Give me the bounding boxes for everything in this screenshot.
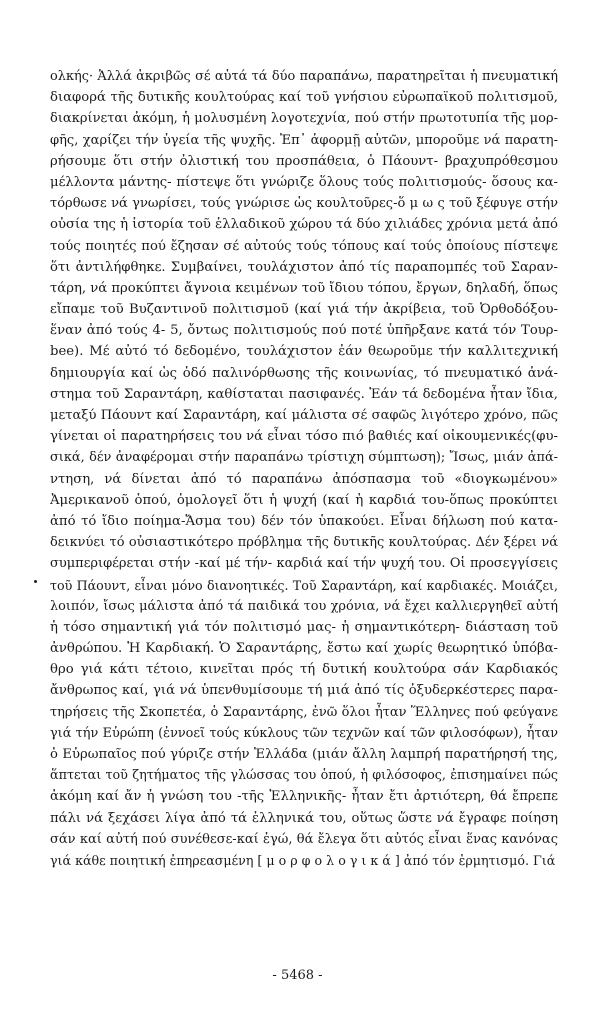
text-line: οὐσία της ἡ ἱστορία τοῦ ἑλλαδικοῦ χώρου τά δύο χιλιάδες χρόνια μετά ἀπό <box>50 217 558 233</box>
text-line: bee). Μέ αὐτό τό δεδομένο, τουλάχιστον ἐάν θεωροῦμε τήν καλλιτεχνική <box>50 344 558 360</box>
text-line: σάν καί αὐτή πού συνέθεσε-καί ἐγώ, θά ἔλεγα ὅτι αὐτός εἶναι ἕνας κανόνας <box>50 831 558 847</box>
text-line: τοῦ Πάουντ, εἶναι μόνο διανοητικές. Τοῦ Σαραντάρη, καί καρδιακές. Μοιάζει, <box>50 577 558 593</box>
text-line: φῆς, χαρίζει τήν ὑγεία τῆς ψυχῆς. Ἐπ᾽ ἀφορμῇ αὐτῶν, μποροῦμε νά παρατη- <box>50 132 558 148</box>
text-line: τηρήσεις τῆς Σκοπετέα, ὁ Σαραντάρης, ἐνῶ ὅλοι ἦταν Ἕλληνες πού φεύγανε <box>50 704 558 720</box>
text-line: ἀκόμη καί ἄν ἡ γνώση του -τῆς Ἑλληνικῆς- ἦταν ἔτι ἀρτιότερη, θά ἔπρεπε <box>50 789 558 805</box>
text-line: πάλι νά ξεχάσει λίγα ἀπό τά ἑλληνικά του, οὕτως ὥστε νά ἔγραφε ποίηση <box>50 810 558 826</box>
text-line: μέλλοντα μάντης- πίστεψε ὅτι γνώριζε ὅλους τούς πολιτισμούς- ὅσους κα- <box>50 174 558 190</box>
text-line: διαφορά τῆς δυτικῆς κουλτούρας καί τοῦ γνήσιου εὐρωπαϊκοῦ πολιτισμοῦ, <box>50 90 558 106</box>
text-line: τούς ποιητές πού ἔζησαν σέ αὐτούς τούς τόπους καί τούς ὁποίους πίστεψε <box>50 238 558 254</box>
text-line: στημα τοῦ Σαραντάρη, καθίσταται πασιφανές. Ἐάν τά δεδομένα ἦταν ἴδια, <box>50 386 558 402</box>
text-line: ἅπτεται τοῦ ζητήματος τῆς γλώσσας του ὁπού, ἡ φιλόσοφος, ἐπισημαίνει πώς <box>50 768 558 784</box>
text-line: θρο γιά κάτι τέτοιο, κινεῖται πρός τή δυτική κουλτούρα σάν Καρδιακός <box>50 662 558 678</box>
text-line: λοιπόν, ἴσως μάλιστα ἀπό τά παιδικά του χρόνια, νά ἔχει καλλιεργηθεῖ αὐτή <box>50 598 558 614</box>
text-line: γιά κάθε ποιητική ἐπηρεασμένη [ μ ο ρ φ ο λ ο γ ι κ ά ] ἀπό τόν ἑρμητισμό. Γιά <box>50 852 556 868</box>
text-line: ολκής· Ἀλλά ἀκριβῶς σέ αὐτά τά δύο παραπάνω, παρατηρεῖται ἡ πνευματική <box>50 69 558 84</box>
text-line: ἡ τόσο σημαντική γιά τόν πολιτισμό μας- ἡ σημαντικότερη- διάσταση τοῦ <box>50 619 558 635</box>
page-number: - 5468 - <box>272 968 323 983</box>
text-line: μεταξύ Πάουντ καί Σαραντάρη, καί μάλιστα σέ σαφῶς λιγότερο χρόνο, πῶς <box>50 408 558 423</box>
text-line: Ἀμερικανοῦ ὁπού, ὁμολογεῖ ὅτι ἡ ψυχή (καί ἡ καρδιά του-ὅπως προκύπτει <box>50 492 558 508</box>
text-line: διακρίνεται ἀκόμη, ἡ μολυσμένη λογοτεχνία, πού στήν πρωτοτυπία τῆς μορ- <box>50 111 558 127</box>
text-line: εἴπαμε τοῦ Βυζαντινοῦ πολιτισμοῦ (καί γιά τήν ἀκρίβεια, τοῦ Ὀρθοδόξου- <box>50 302 558 318</box>
text-line: δημιουργία καί ὡς ὁδό παλινόρθωσης τῆς κοινωνίας, τό πνευματικό ἀνά- <box>50 365 558 381</box>
text-line: ἕναν ἀπό τούς 4- 5, ὄντως πολιτισμούς πού ποτέ ὑπῆρξανε κατά τόν Τουρ- <box>50 323 558 339</box>
text-line: ὁ Εὐρωπαῖος πού γύριζε στήν Ἑλλάδα (μιάν ἄλλη λαμπρή παρατήρησή της, <box>50 747 558 762</box>
text-line: δεικνύει τό οὐσιαστικότερο πρόβλημα τῆς δυτικῆς κουλτούρας. Δέν ξέρει νά <box>50 535 558 551</box>
text-line: τάρη, νά προκύπτει ἄγνοια κειμένων τοῦ ἴδιου τόπου, ἔργων, δηλαδή, ὅπως <box>50 280 558 296</box>
text-line: ἀνθρώπου. Ἡ Καρδιακή. Ὁ Σαραντάρης, ἔστω καί χωρίς θεωρητικό ὑπόβα- <box>50 641 558 657</box>
text-line: ἄνθρωπος καί, γιά νά ὑπενθυμίσουμε τή μιά ἀπό τίς ὀξυδερκέστερες παρα- <box>50 683 558 699</box>
text-line: ρήσουμε ὅτι στήν ὀλιστική του προσπάθεια, ὁ Πάουντ- βραχυπρόθεσμου <box>50 153 558 169</box>
text-line: ντηση, νά δίνεται ἀπό τό παραπάνω ἀπόσπασμα τοῦ «διογκωμένου» <box>50 471 558 487</box>
body-text <box>50 66 558 871</box>
text-line: συμπεριφέρεται στήν -καί μέ τήν- καρδιά καί τήν ψυχή του. Οἱ προσεγγίσεις <box>50 556 558 572</box>
text-line: τόρθωσε νά γνωρίσει, τούς γνώρισε ὡς κουλτοῦρες-ὅ μ ω ς τοῦ ξέφυγε στήν <box>50 196 558 212</box>
text-line: σικά, δέν ἀναφέρομαι στήν παραπάνω τρίστιχη σύμπτωση); Ἴσως, μιάν ἀπά- <box>50 450 558 466</box>
text-line: γίνεται οἱ παρατηρήσεις του νά εἶναι τόσο πιό βαθιές καί οἰκουμενικές(φυ- <box>50 429 558 445</box>
margin-dot <box>34 580 37 583</box>
text-line: γιά τήν Εὐρώπη (ἐννοεῖ τούς κύκλους τῶν τεχνῶν καί τῶν φιλοσόφων), ἦταν <box>50 725 558 741</box>
text-line: ἀπό τό ἴδιο ποίημα-Ἄσμα του) δέν τόν ὑπακούει. Εἶναι δήλωση πού κατα- <box>50 513 558 529</box>
text-line: ὅτι ἀντιλήφθηκε. Συμβαίνει, τουλάχιστον ἀπό τίς παραπομπές τοῦ Σαραν- <box>50 259 558 275</box>
